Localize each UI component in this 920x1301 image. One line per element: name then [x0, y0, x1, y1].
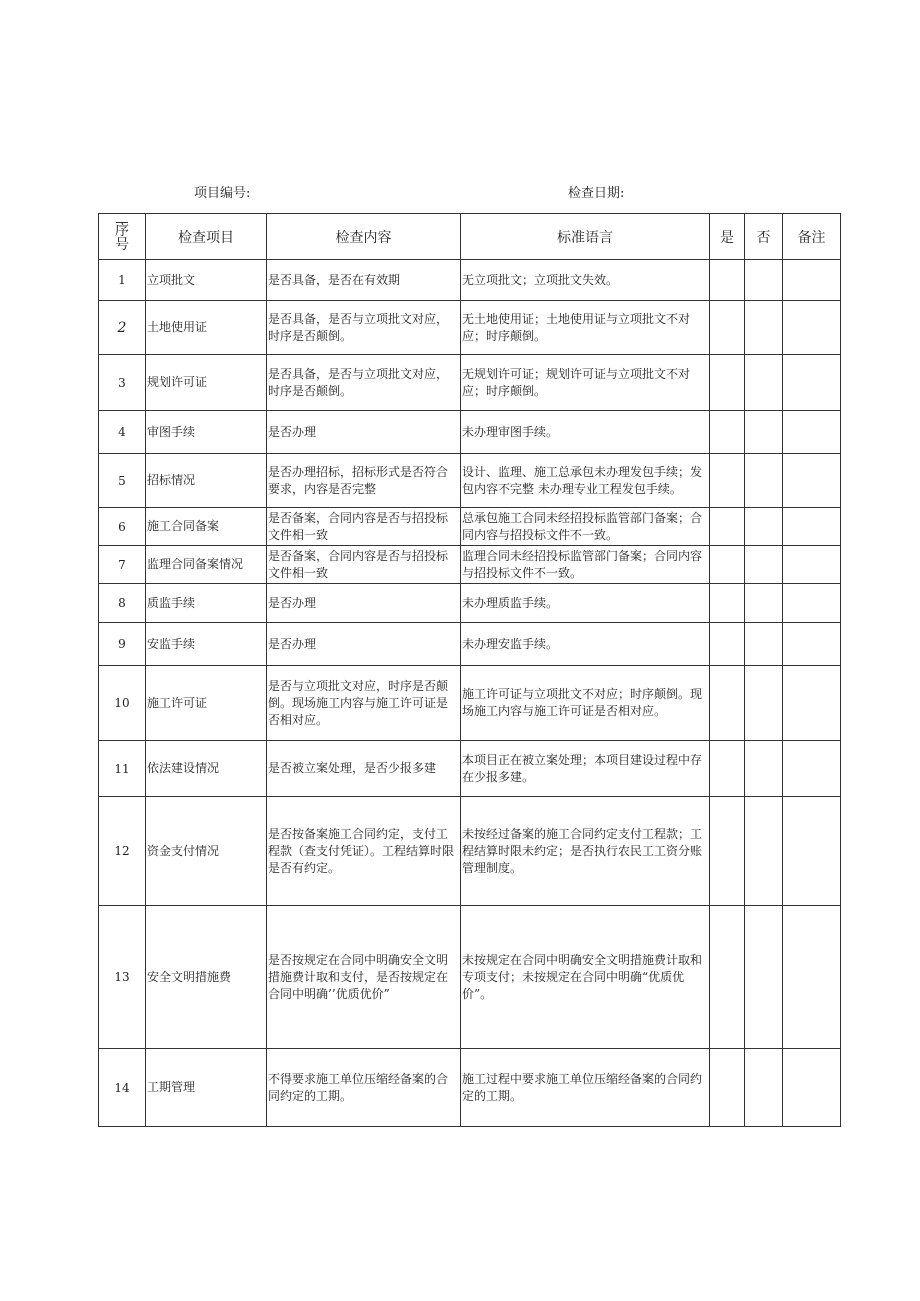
check-item: 施工合同备案 — [146, 508, 267, 546]
check-content: 是否办理 — [267, 623, 461, 666]
no-cell[interactable] — [745, 1049, 783, 1127]
yes-cell[interactable] — [710, 355, 745, 411]
row-number: 10 — [99, 666, 146, 741]
check-content: 是否被立案处理，是否少报多建 — [267, 741, 461, 797]
standard-language: 未办理质监手续。 — [461, 584, 710, 623]
table-row — [99, 546, 841, 584]
yes-cell[interactable] — [710, 546, 745, 584]
check-content: 是否备案，合同内容是否与招投标文件相一致 — [267, 508, 461, 546]
row-number: 4 — [99, 411, 146, 454]
standard-language: 无立项批文；立项批文失效。 — [461, 260, 710, 301]
row-number: 7 — [99, 546, 146, 584]
row-number: 2 — [99, 301, 146, 355]
yes-cell[interactable] — [710, 906, 745, 1049]
table-row — [99, 623, 841, 666]
remark-cell[interactable] — [783, 355, 841, 411]
check-item: 依法建设情况 — [146, 741, 267, 797]
check-item: 土地使用证 — [146, 301, 267, 355]
table-header-row — [99, 214, 841, 260]
no-cell[interactable] — [745, 584, 783, 623]
standard-language: 设计、监理、施工总承包未办理发包手续；发包内容不完整 未办理专业工程发包手续。 — [461, 454, 710, 508]
no-cell[interactable] — [745, 666, 783, 741]
check-item: 施工许可证 — [146, 666, 267, 741]
remark-cell[interactable] — [783, 584, 841, 623]
remark-cell[interactable] — [783, 546, 841, 584]
table-row — [99, 260, 841, 301]
seq-bottom-char: 号 — [115, 236, 129, 253]
standard-language: 无规划许可证；规划许可证与立项批文不对应；时序颠倒。 — [461, 355, 710, 411]
yes-cell[interactable] — [710, 301, 745, 355]
check-item: 监理合同备案情况 — [146, 546, 267, 584]
check-content: 是否备案，合同内容是否与招投标文件相一致 — [267, 546, 461, 584]
no-cell[interactable] — [745, 508, 783, 546]
standard-language: 总承包施工合同未经招投标监管部门备案；合同内容与招投标文件不一致。 — [461, 508, 710, 546]
table-row — [99, 508, 841, 546]
table-row — [99, 741, 841, 797]
check-content: 是否按备案施工合同约定，支付工程款（查支付凭证）。工程结算时限是否有约定。 — [267, 797, 461, 906]
yes-cell[interactable] — [710, 797, 745, 906]
col-header-item: 检查项目 — [146, 214, 267, 260]
remark-cell[interactable] — [783, 741, 841, 797]
yes-cell[interactable] — [710, 454, 745, 508]
remark-cell[interactable] — [783, 301, 841, 355]
row-number: 3 — [99, 355, 146, 411]
check-item: 资金支付情况 — [146, 797, 267, 906]
remark-cell[interactable] — [783, 260, 841, 301]
check-item: 审图手续 — [146, 411, 267, 454]
standard-language: 未按经过备案的施工合同约定支付工程款；工程结算时限未约定；是否执行农民工工资分账管理制度。 — [461, 797, 710, 906]
yes-cell[interactable] — [710, 584, 745, 623]
check-content: 是否办理招标，招标形式是否符合要求，内容是否完整 — [267, 454, 461, 508]
no-cell[interactable] — [745, 797, 783, 906]
row-number: 11 — [99, 741, 146, 797]
col-header-standard: 标准语言 — [461, 214, 710, 260]
standard-language: 施工许可证与立项批文不对应；时序颠倒。现场施工内容与施工许可证是否相对应。 — [461, 666, 710, 741]
row-number: 6 — [99, 508, 146, 546]
check-item: 安监手续 — [146, 623, 267, 666]
remark-cell[interactable] — [783, 666, 841, 741]
no-cell[interactable] — [745, 355, 783, 411]
check-item: 质监手续 — [146, 584, 267, 623]
yes-cell[interactable] — [710, 508, 745, 546]
table-row — [99, 797, 841, 906]
remark-cell[interactable] — [783, 906, 841, 1049]
col-header-no: 否 — [745, 214, 783, 260]
row-number: 8 — [99, 584, 146, 623]
remark-cell[interactable] — [783, 797, 841, 906]
row-number: 5 — [99, 454, 146, 508]
no-cell[interactable] — [745, 623, 783, 666]
table-row — [99, 584, 841, 623]
standard-language: 施工过程中要求施工单位压缩经备案的合同约定的工期。 — [461, 1049, 710, 1127]
standard-language: 未按规定在合同中明确安全文明措施费计取和专项支付；未按规定在合同中明确“优质优价”。 — [461, 906, 710, 1049]
row-number: 14 — [99, 1049, 146, 1127]
check-content: 是否具备，是否与立项批文对应，时序是否颠倒。 — [267, 355, 461, 411]
table-row — [99, 906, 841, 1049]
check-content: 是否办理 — [267, 584, 461, 623]
check-content: 是否具备，是否在有效期 — [267, 260, 461, 301]
row-number: 1 — [99, 260, 146, 301]
no-cell[interactable] — [745, 741, 783, 797]
no-cell[interactable] — [745, 546, 783, 584]
standard-language: 无土地使用证；土地使用证与立项批文不对应；时序颠倒。 — [461, 301, 710, 355]
inspection-table — [98, 213, 841, 1127]
check-item: 工期管理 — [146, 1049, 267, 1127]
no-cell[interactable] — [745, 411, 783, 454]
col-header-seq — [99, 214, 146, 260]
standard-language: 未办理安监手续。 — [461, 623, 710, 666]
no-cell[interactable] — [745, 260, 783, 301]
standard-language: 本项目正在被立案处理；本项目建设过程中存在少报多建。 — [461, 741, 710, 797]
table-row — [99, 301, 841, 355]
no-cell[interactable] — [745, 906, 783, 1049]
check-content: 不得要求施工单位压缩经备案的合同约定的工期。 — [267, 1049, 461, 1127]
remark-cell[interactable] — [783, 1049, 841, 1127]
table-row — [99, 1049, 841, 1127]
yes-cell[interactable] — [710, 260, 745, 301]
yes-cell[interactable] — [710, 623, 745, 666]
check-content: 是否与立项批文对应，时序是否颠倒。现场施工内容与施工许可证是否相对应。 — [267, 666, 461, 741]
yes-cell[interactable] — [710, 411, 745, 454]
standard-language: 未办理审图手续。 — [461, 411, 710, 454]
project-number-label: 项目编号: — [194, 186, 251, 201]
row-number: 12 — [99, 797, 146, 906]
table-row — [99, 355, 841, 411]
remark-cell[interactable] — [783, 454, 841, 508]
remark-cell[interactable] — [783, 508, 841, 546]
check-item: 招标情况 — [146, 454, 267, 508]
row-number: 13 — [99, 906, 146, 1049]
check-content: 是否按规定在合同中明确安全文明措施费计取和支付，是否按规定在合同中明确’’优质优价” — [267, 906, 461, 1049]
table-row — [99, 666, 841, 741]
yes-cell[interactable] — [710, 666, 745, 741]
check-item: 规划许可证 — [146, 355, 267, 411]
yes-cell[interactable] — [710, 1049, 745, 1127]
remark-cell[interactable] — [783, 623, 841, 666]
no-cell[interactable] — [745, 454, 783, 508]
check-date-label: 检查日期: — [568, 186, 625, 201]
check-content: 是否办理 — [267, 411, 461, 454]
check-content: 是否具备，是否与立项批文对应，时序是否颠倒。 — [267, 301, 461, 355]
no-cell[interactable] — [745, 301, 783, 355]
remark-cell[interactable] — [783, 411, 841, 454]
row-number: 9 — [99, 623, 146, 666]
check-item: 安全文明措施费 — [146, 906, 267, 1049]
standard-language: 监理合同未经招投标监管部门备案；合同内容与招投标文件不一致。 — [461, 546, 710, 584]
table-row — [99, 411, 841, 454]
col-header-remark: 备注 — [783, 214, 841, 260]
check-item: 立项批文 — [146, 260, 267, 301]
col-header-content: 检查内容 — [267, 214, 461, 260]
table-row — [99, 454, 841, 508]
yes-cell[interactable] — [710, 741, 745, 797]
col-header-yes: 是 — [710, 214, 745, 260]
seq-top-char: 序 — [115, 222, 129, 239]
